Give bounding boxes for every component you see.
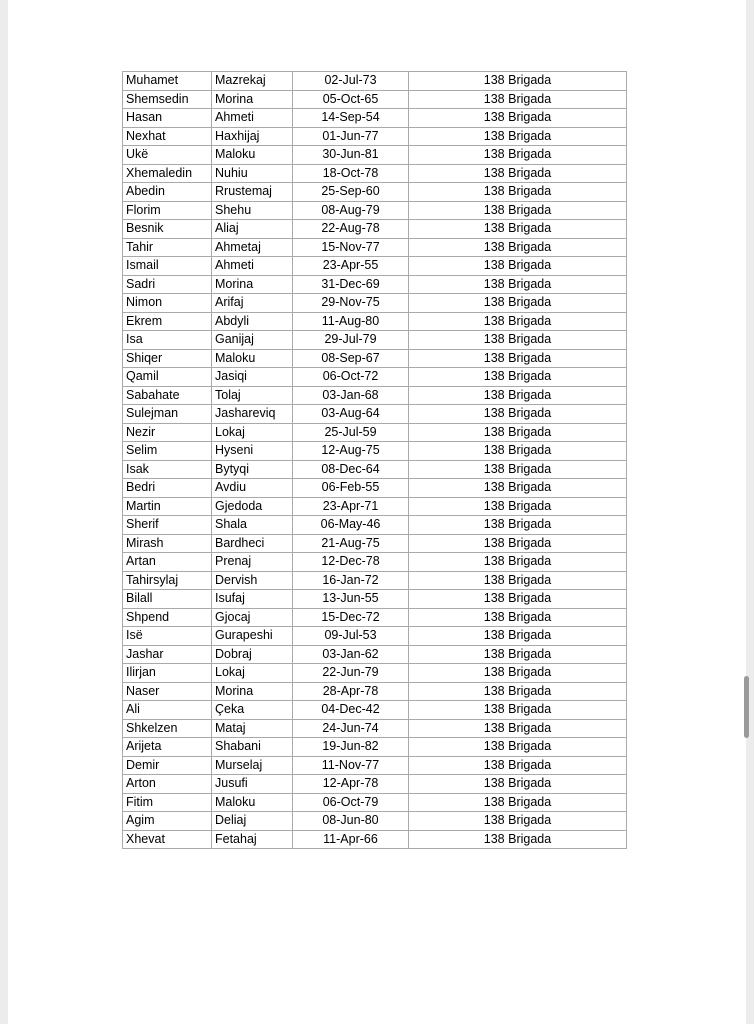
- birth-date-cell: 22-Jun-79: [293, 664, 409, 683]
- birth-date-cell: 08-Jun-80: [293, 812, 409, 831]
- last-name-cell: Arifaj: [212, 294, 293, 313]
- first-name-cell: Xhemaledin: [123, 164, 212, 183]
- unit-cell: 138 Brigada: [409, 109, 627, 128]
- unit-cell: 138 Brigada: [409, 164, 627, 183]
- first-name-cell: Ukë: [123, 146, 212, 165]
- first-name-cell: Ali: [123, 701, 212, 720]
- last-name-cell: Dobraj: [212, 645, 293, 664]
- table-row: [123, 72, 627, 91]
- birth-date-cell: 03-Jan-62: [293, 645, 409, 664]
- document-page: [8, 0, 746, 1024]
- table-row: [123, 719, 627, 738]
- first-name-cell: Sabahate: [123, 386, 212, 405]
- unit-cell: 138 Brigada: [409, 386, 627, 405]
- first-name-cell: Martin: [123, 497, 212, 516]
- birth-date-cell: 05-Oct-65: [293, 90, 409, 109]
- first-name-cell: Artan: [123, 553, 212, 572]
- unit-cell: 138 Brigada: [409, 756, 627, 775]
- unit-cell: 138 Brigada: [409, 775, 627, 794]
- birth-date-cell: 09-Jul-53: [293, 627, 409, 646]
- unit-cell: 138 Brigada: [409, 312, 627, 331]
- first-name-cell: Tahir: [123, 238, 212, 257]
- unit-cell: 138 Brigada: [409, 719, 627, 738]
- birth-date-cell: 08-Sep-67: [293, 349, 409, 368]
- first-name-cell: Ismail: [123, 257, 212, 276]
- birth-date-cell: 01-Jun-77: [293, 127, 409, 146]
- unit-cell: 138 Brigada: [409, 90, 627, 109]
- table-row: [123, 460, 627, 479]
- birth-date-cell: 08-Dec-64: [293, 460, 409, 479]
- table-row: [123, 645, 627, 664]
- first-name-cell: Shpend: [123, 608, 212, 627]
- table-row: [123, 793, 627, 812]
- table-row: [123, 830, 627, 849]
- unit-cell: 138 Brigada: [409, 257, 627, 276]
- last-name-cell: Haxhijaj: [212, 127, 293, 146]
- first-name-cell: Fitim: [123, 793, 212, 812]
- unit-cell: 138 Brigada: [409, 664, 627, 683]
- last-name-cell: Jasiqi: [212, 368, 293, 387]
- birth-date-cell: 06-Feb-55: [293, 479, 409, 498]
- last-name-cell: Morina: [212, 90, 293, 109]
- last-name-cell: Nuhiu: [212, 164, 293, 183]
- birth-date-cell: 11-Apr-66: [293, 830, 409, 849]
- unit-cell: 138 Brigada: [409, 183, 627, 202]
- unit-cell: 138 Brigada: [409, 201, 627, 220]
- unit-cell: 138 Brigada: [409, 146, 627, 165]
- birth-date-cell: 12-Apr-78: [293, 775, 409, 794]
- table-row: [123, 423, 627, 442]
- last-name-cell: Bytyqi: [212, 460, 293, 479]
- last-name-cell: Shabani: [212, 738, 293, 757]
- birth-date-cell: 25-Sep-60: [293, 183, 409, 202]
- birth-date-cell: 30-Jun-81: [293, 146, 409, 165]
- table-row: [123, 146, 627, 165]
- first-name-cell: Mirash: [123, 534, 212, 553]
- unit-cell: 138 Brigada: [409, 349, 627, 368]
- records-table: [122, 71, 627, 849]
- birth-date-cell: 06-May-46: [293, 516, 409, 535]
- birth-date-cell: 11-Nov-77: [293, 756, 409, 775]
- last-name-cell: Çeka: [212, 701, 293, 720]
- first-name-cell: Demir: [123, 756, 212, 775]
- birth-date-cell: 14-Sep-54: [293, 109, 409, 128]
- unit-cell: 138 Brigada: [409, 72, 627, 91]
- birth-date-cell: 16-Jan-72: [293, 571, 409, 590]
- unit-cell: 138 Brigada: [409, 645, 627, 664]
- unit-cell: 138 Brigada: [409, 590, 627, 609]
- first-name-cell: Abedin: [123, 183, 212, 202]
- first-name-cell: Ekrem: [123, 312, 212, 331]
- first-name-cell: Isa: [123, 331, 212, 350]
- first-name-cell: Naser: [123, 682, 212, 701]
- first-name-cell: Muhamet: [123, 72, 212, 91]
- first-name-cell: Qamil: [123, 368, 212, 387]
- table-row: [123, 90, 627, 109]
- table-row: [123, 220, 627, 239]
- first-name-cell: Xhevat: [123, 830, 212, 849]
- first-name-cell: Sherif: [123, 516, 212, 535]
- table-row: [123, 479, 627, 498]
- unit-cell: 138 Brigada: [409, 460, 627, 479]
- birth-date-cell: 06-Oct-72: [293, 368, 409, 387]
- last-name-cell: Isufaj: [212, 590, 293, 609]
- last-name-cell: Maloku: [212, 146, 293, 165]
- last-name-cell: Fetahaj: [212, 830, 293, 849]
- table-row: [123, 127, 627, 146]
- first-name-cell: Nexhat: [123, 127, 212, 146]
- unit-cell: 138 Brigada: [409, 571, 627, 590]
- last-name-cell: Ahmetaj: [212, 238, 293, 257]
- table-row: [123, 756, 627, 775]
- scrollbar-thumb[interactable]: [744, 676, 749, 738]
- table-row: [123, 164, 627, 183]
- table-row: [123, 497, 627, 516]
- last-name-cell: Ahmeti: [212, 257, 293, 276]
- birth-date-cell: 31-Dec-69: [293, 275, 409, 294]
- table-row: [123, 664, 627, 683]
- last-name-cell: Mataj: [212, 719, 293, 738]
- unit-cell: 138 Brigada: [409, 608, 627, 627]
- table-row: [123, 608, 627, 627]
- scrollbar-track[interactable]: [746, 0, 754, 1024]
- unit-cell: 138 Brigada: [409, 497, 627, 516]
- table-row: [123, 294, 627, 313]
- last-name-cell: Hyseni: [212, 442, 293, 461]
- table-row: [123, 201, 627, 220]
- first-name-cell: Isë: [123, 627, 212, 646]
- first-name-cell: Nezir: [123, 423, 212, 442]
- birth-date-cell: 04-Dec-42: [293, 701, 409, 720]
- table-row: [123, 516, 627, 535]
- birth-date-cell: 06-Oct-79: [293, 793, 409, 812]
- table-row: [123, 405, 627, 424]
- birth-date-cell: 23-Apr-55: [293, 257, 409, 276]
- table-row: [123, 368, 627, 387]
- unit-cell: 138 Brigada: [409, 534, 627, 553]
- first-name-cell: Nimon: [123, 294, 212, 313]
- table-row: [123, 331, 627, 350]
- unit-cell: 138 Brigada: [409, 738, 627, 757]
- first-name-cell: Arton: [123, 775, 212, 794]
- last-name-cell: Gjocaj: [212, 608, 293, 627]
- last-name-cell: Gjedoda: [212, 497, 293, 516]
- unit-cell: 138 Brigada: [409, 812, 627, 831]
- last-name-cell: Jashareviq: [212, 405, 293, 424]
- last-name-cell: Tolaj: [212, 386, 293, 405]
- records-table-body: [123, 72, 627, 849]
- table-row: [123, 775, 627, 794]
- table-row: [123, 349, 627, 368]
- table-row: [123, 534, 627, 553]
- birth-date-cell: 18-Oct-78: [293, 164, 409, 183]
- unit-cell: 138 Brigada: [409, 405, 627, 424]
- first-name-cell: Bilall: [123, 590, 212, 609]
- unit-cell: 138 Brigada: [409, 238, 627, 257]
- first-name-cell: Selim: [123, 442, 212, 461]
- birth-date-cell: 03-Aug-64: [293, 405, 409, 424]
- birth-date-cell: 02-Jul-73: [293, 72, 409, 91]
- last-name-cell: Lokaj: [212, 664, 293, 683]
- table-row: [123, 183, 627, 202]
- first-name-cell: Sadri: [123, 275, 212, 294]
- last-name-cell: Prenaj: [212, 553, 293, 572]
- birth-date-cell: 21-Aug-75: [293, 534, 409, 553]
- last-name-cell: Maloku: [212, 349, 293, 368]
- unit-cell: 138 Brigada: [409, 442, 627, 461]
- unit-cell: 138 Brigada: [409, 830, 627, 849]
- unit-cell: 138 Brigada: [409, 516, 627, 535]
- last-name-cell: Abdyli: [212, 312, 293, 331]
- last-name-cell: Dervish: [212, 571, 293, 590]
- birth-date-cell: 03-Jan-68: [293, 386, 409, 405]
- last-name-cell: Mazrekaj: [212, 72, 293, 91]
- table-row: [123, 275, 627, 294]
- table-row: [123, 571, 627, 590]
- last-name-cell: Lokaj: [212, 423, 293, 442]
- first-name-cell: Isak: [123, 460, 212, 479]
- last-name-cell: Aliaj: [212, 220, 293, 239]
- unit-cell: 138 Brigada: [409, 701, 627, 720]
- first-name-cell: Shemsedin: [123, 90, 212, 109]
- last-name-cell: Morina: [212, 275, 293, 294]
- last-name-cell: Shala: [212, 516, 293, 535]
- table-row: [123, 238, 627, 257]
- first-name-cell: Shkelzen: [123, 719, 212, 738]
- unit-cell: 138 Brigada: [409, 627, 627, 646]
- first-name-cell: Arijeta: [123, 738, 212, 757]
- first-name-cell: Sulejman: [123, 405, 212, 424]
- last-name-cell: Maloku: [212, 793, 293, 812]
- unit-cell: 138 Brigada: [409, 220, 627, 239]
- birth-date-cell: 25-Jul-59: [293, 423, 409, 442]
- last-name-cell: Morina: [212, 682, 293, 701]
- birth-date-cell: 11-Aug-80: [293, 312, 409, 331]
- last-name-cell: Ganijaj: [212, 331, 293, 350]
- last-name-cell: Ahmeti: [212, 109, 293, 128]
- last-name-cell: Jusufi: [212, 775, 293, 794]
- unit-cell: 138 Brigada: [409, 275, 627, 294]
- unit-cell: 138 Brigada: [409, 423, 627, 442]
- table-row: [123, 442, 627, 461]
- last-name-cell: Deliaj: [212, 812, 293, 831]
- first-name-cell: Agim: [123, 812, 212, 831]
- unit-cell: 138 Brigada: [409, 127, 627, 146]
- table-row: [123, 553, 627, 572]
- unit-cell: 138 Brigada: [409, 553, 627, 572]
- table-row: [123, 312, 627, 331]
- birth-date-cell: 15-Nov-77: [293, 238, 409, 257]
- birth-date-cell: 22-Aug-78: [293, 220, 409, 239]
- table-row: [123, 386, 627, 405]
- first-name-cell: Shiqer: [123, 349, 212, 368]
- unit-cell: 138 Brigada: [409, 479, 627, 498]
- birth-date-cell: 23-Apr-71: [293, 497, 409, 516]
- table-row: [123, 812, 627, 831]
- unit-cell: 138 Brigada: [409, 368, 627, 387]
- last-name-cell: Murselaj: [212, 756, 293, 775]
- last-name-cell: Avdiu: [212, 479, 293, 498]
- table-row: [123, 627, 627, 646]
- birth-date-cell: 29-Nov-75: [293, 294, 409, 313]
- birth-date-cell: 29-Jul-79: [293, 331, 409, 350]
- birth-date-cell: 08-Aug-79: [293, 201, 409, 220]
- birth-date-cell: 28-Apr-78: [293, 682, 409, 701]
- table-row: [123, 109, 627, 128]
- first-name-cell: Ilirjan: [123, 664, 212, 683]
- unit-cell: 138 Brigada: [409, 331, 627, 350]
- first-name-cell: Bedri: [123, 479, 212, 498]
- table-row: [123, 257, 627, 276]
- birth-date-cell: 12-Dec-78: [293, 553, 409, 572]
- first-name-cell: Jashar: [123, 645, 212, 664]
- last-name-cell: Bardheci: [212, 534, 293, 553]
- unit-cell: 138 Brigada: [409, 793, 627, 812]
- last-name-cell: Shehu: [212, 201, 293, 220]
- unit-cell: 138 Brigada: [409, 682, 627, 701]
- table-row: [123, 590, 627, 609]
- first-name-cell: Florim: [123, 201, 212, 220]
- last-name-cell: Gurapeshi: [212, 627, 293, 646]
- table-row: [123, 738, 627, 757]
- birth-date-cell: 15-Dec-72: [293, 608, 409, 627]
- first-name-cell: Tahirsylaj: [123, 571, 212, 590]
- last-name-cell: Rrustemaj: [212, 183, 293, 202]
- unit-cell: 138 Brigada: [409, 294, 627, 313]
- birth-date-cell: 13-Jun-55: [293, 590, 409, 609]
- table-row: [123, 701, 627, 720]
- birth-date-cell: 24-Jun-74: [293, 719, 409, 738]
- birth-date-cell: 19-Jun-82: [293, 738, 409, 757]
- table-row: [123, 682, 627, 701]
- first-name-cell: Besnik: [123, 220, 212, 239]
- first-name-cell: Hasan: [123, 109, 212, 128]
- birth-date-cell: 12-Aug-75: [293, 442, 409, 461]
